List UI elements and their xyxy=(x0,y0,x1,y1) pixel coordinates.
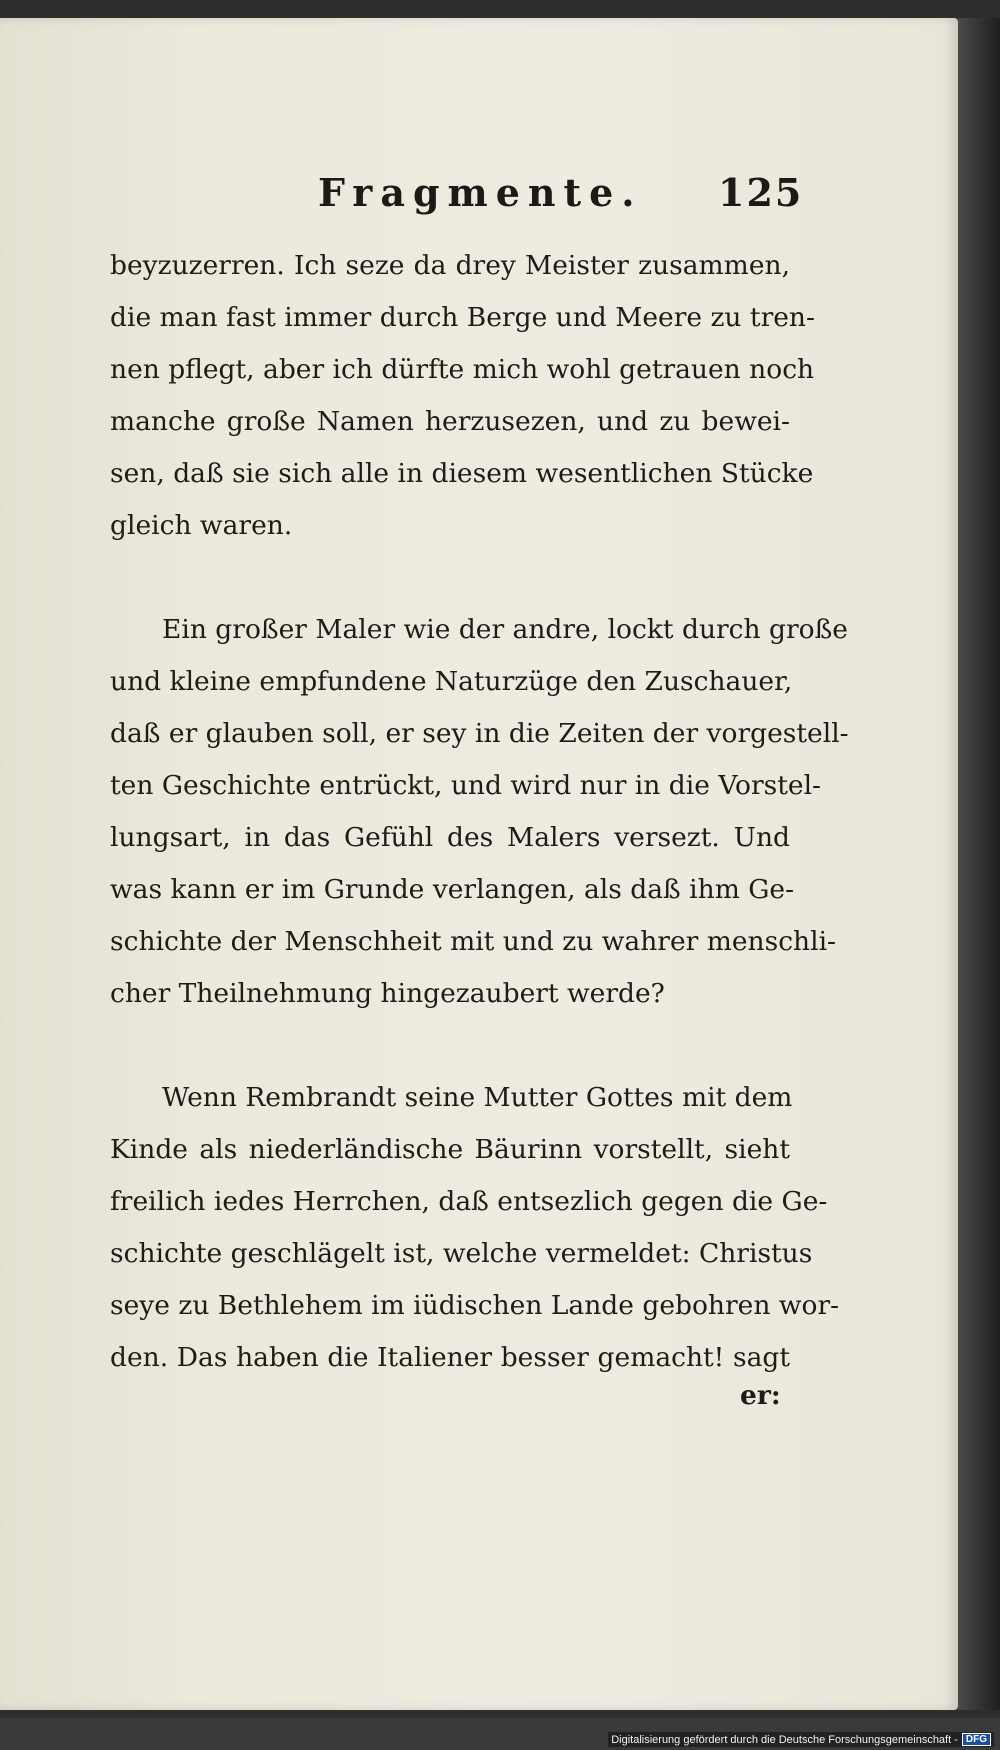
paragraph-spacer xyxy=(110,1020,790,1072)
catchword: er: xyxy=(740,1380,781,1411)
page-number: 125 xyxy=(718,170,804,215)
paragraph-1 xyxy=(110,240,815,552)
text-line: gleich waren. xyxy=(110,510,293,541)
dfg-logo-icon: DFG xyxy=(962,1733,991,1746)
running-title: Fragmente. xyxy=(318,170,643,215)
digitization-credit xyxy=(608,1732,994,1747)
text-line: Wenn Rembrandt seine Mutter Gottes mit dem xyxy=(162,1082,793,1113)
body-text xyxy=(110,240,849,1384)
text-line: schichte der Menschheit mit und zu wahrer menschli- xyxy=(110,926,837,957)
text-line: beyzuzerren. Ich seze da drey Meister zusammen, xyxy=(110,250,790,281)
text-line: den. Das haben die Italiener besser gemacht! sagt xyxy=(110,1342,790,1373)
text-line: cher Theilnehmung hingezaubert werde? xyxy=(110,978,665,1009)
text-line: die man fast immer durch Berge und Meere zu tren- xyxy=(110,302,815,333)
text-line: schichte geschlägelt ist, welche vermeldet: Christus xyxy=(110,1238,813,1269)
text-line: und kleine empfundene Naturzüge den Zuschauer, xyxy=(110,666,793,697)
paragraph-3 xyxy=(110,1072,840,1384)
text-line: Ein großer Maler wie der andre, lockt durch große xyxy=(162,614,848,645)
text-line: manche große Namen herzusezen, und zu bewei- xyxy=(110,406,790,437)
text-line: was kann er im Grunde verlangen, als daß ihm Ge- xyxy=(110,874,795,905)
text-line: sen, daß sie sich alle in diesem wesentlichen Stücke xyxy=(110,458,814,489)
paragraph-spacer xyxy=(110,552,790,604)
text-line: nen pflegt, aber ich dürfte mich wohl getrauen noch xyxy=(110,354,815,385)
text-line: freilich iedes Herrchen, daß entsezlich gegen die Ge- xyxy=(110,1186,828,1217)
text-line: Kinde als niederländische Bäurinn vorstellt, sieht xyxy=(110,1134,790,1165)
text-line: seye zu Bethlehem im iüdischen Lande gebohren wor- xyxy=(110,1290,840,1321)
text-line: lungsart, in das Gefühl des Malers versezt. Und xyxy=(110,822,790,853)
paragraph-2 xyxy=(110,604,849,1020)
page-header xyxy=(0,170,958,220)
book-spine-edge xyxy=(958,18,1000,1710)
text-line: daß er glauben soll, er sey in die Zeiten der vorgestell- xyxy=(110,718,849,749)
text-line: ten Geschichte entrückt, und wird nur in die Vorstel- xyxy=(110,770,822,801)
credit-text: Digitalisierung gefördert durch die Deutsche Forschungsgemeinschaft - xyxy=(611,1733,958,1746)
